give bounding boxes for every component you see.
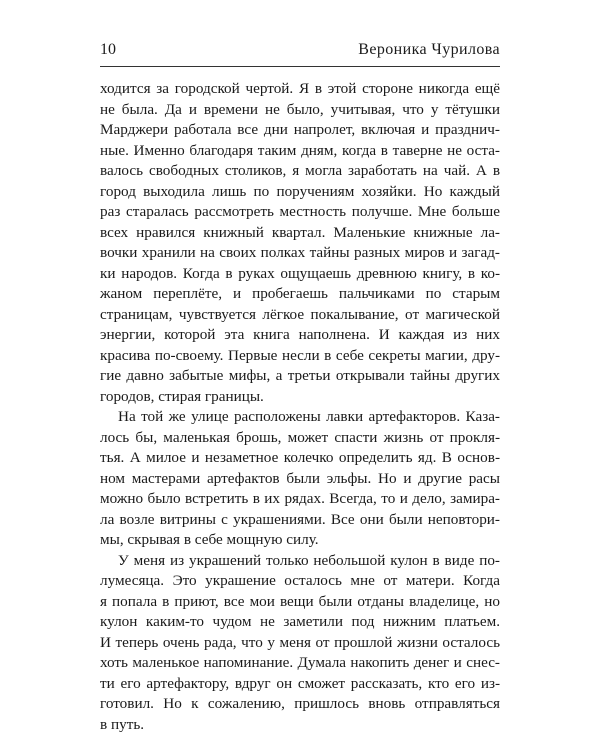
running-head-author: Вероника Чурилова [358, 41, 500, 58]
text-line: ходится за городской чертой. Я в этой стороне никогда ещё [100, 80, 500, 97]
text-line: Марджери работала все дни напролет, включая и празднич- [100, 121, 500, 138]
text-line: в путь. [100, 715, 145, 733]
text-line: готовил. Но к сожалению, пришлось вновь отправляться [100, 695, 500, 712]
text-line: На той же улице расположены лавки артефакторов. Каза- [118, 408, 500, 425]
text-line: не была. Да и времени не было, учитывая, что у тётушки [100, 100, 500, 118]
page-number: 10 [100, 41, 116, 58]
text-line: раз старалась рассмотреть местность получше. Мне больше [100, 203, 500, 220]
text-line: У меня из украшений только небольшой кулон в виде по- [118, 551, 500, 569]
text-line: ла возле витрины с украшениями. Все они были неповтори- [100, 510, 500, 528]
text-line: вочки хранили на своих полках тайны разных миров и загад- [100, 244, 500, 261]
header-rule [100, 66, 500, 67]
text-line: лось бы, маленькая брошь, может спасти жизнь от прокля- [100, 428, 500, 446]
text-line: страницам, чувствуется лёгкое покалывание, от магической [100, 305, 500, 323]
body-text [100, 79, 500, 735]
text-line: И теперь очень рада, что у меня от прошлой жизни осталось [100, 633, 500, 651]
text-line: я попала в приют, все мои вещи были отданы владелице, но [100, 592, 500, 610]
text-line: мы, скрывая в себе мощную силу. [100, 531, 319, 548]
text-line: можно было встретить в их рядах. Всегда, то и дело, замира- [100, 490, 500, 507]
text-line: ном мастерами артефактов были эльфы. Но и другие расы [100, 469, 500, 487]
paragraph [100, 551, 500, 736]
page-header [100, 40, 500, 64]
text-line: кулон каким-то чудом не заметили под нижним платьем. [100, 613, 500, 630]
text-line: хоть маленькое напоминание. Думала накопить денег и снес- [100, 654, 500, 671]
text-line: ки народов. Когда в руках ощущаешь древнюю книгу, в ко- [100, 264, 500, 282]
text-line: красива по-своему. Первые несли в себе секреты магии, дру- [100, 346, 500, 364]
text-line: ные. Именно благодаря таким дням, когда в таверне не оста- [100, 141, 500, 159]
text-line: городов, стирая границы. [100, 387, 264, 405]
text-line: город выходила лишь по поручениям хозяйки. Но каждый [100, 182, 500, 200]
text-line: жаном переплёте, и пробегаешь пальчиками по старым [100, 285, 500, 302]
text-line: гие давно забытые мифы, а третьи открывали тайны других [100, 367, 500, 384]
text-line: тья. А милое и незаметное колечко определить яд. В основ- [100, 449, 500, 466]
paragraph [100, 79, 500, 407]
text-line: валось свободных столиков, я могла заработать на чай. А в [100, 162, 500, 179]
text-line: лумесяца. Это украшение осталось мне от матери. Когда [100, 572, 500, 589]
text-line: ти его артефактору, вдруг он сможет рассказать, кто его из- [100, 674, 500, 692]
text-line: энергии, которой эта книга наполнена. И каждая из них [100, 326, 500, 343]
paragraph [100, 407, 500, 551]
text-line: всех нравился книжный квартал. Маленькие книжные ла- [100, 223, 500, 241]
